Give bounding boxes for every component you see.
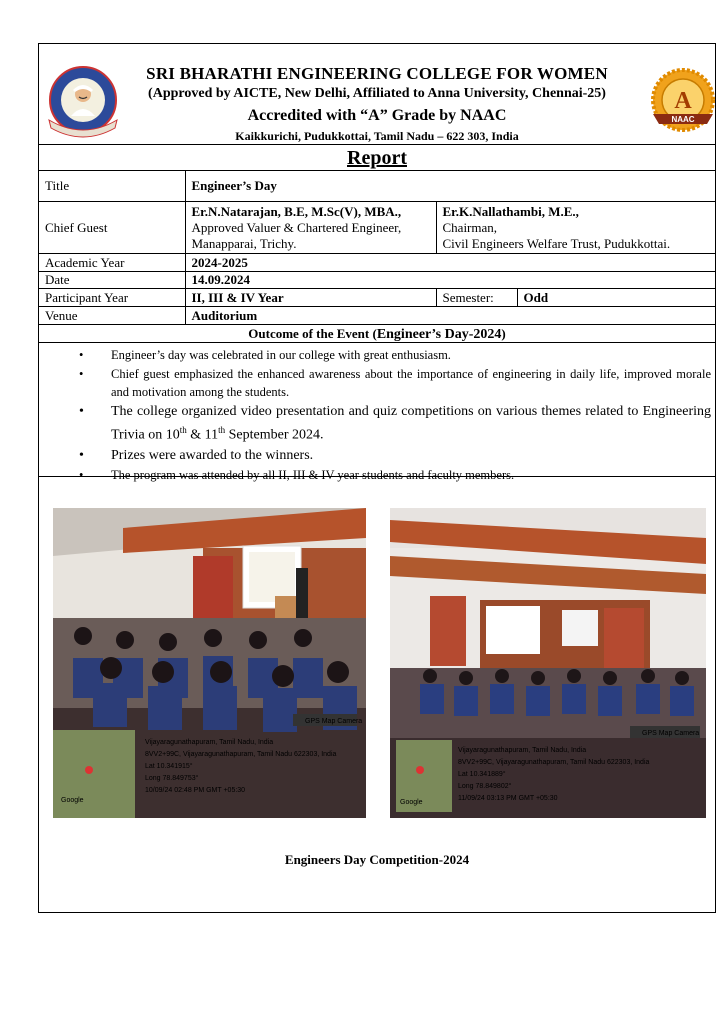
venue-label: Venue [39, 307, 185, 325]
chief-guest-2 [436, 202, 715, 254]
list-item: • The program was attended by all II, III & IV year students and faculty members. [97, 466, 711, 484]
date-label: Date [39, 272, 185, 289]
event-photo-2 [390, 508, 706, 818]
naac-badge-letter: A [674, 88, 692, 114]
title-label: Title [39, 171, 185, 202]
table-row [39, 289, 715, 307]
gps-address-2: 8VV2+99C, Vijayaragunathapuram, Tamil Nadu 622303, India [458, 759, 650, 766]
participant-year-label: Participant Year [39, 289, 185, 307]
letterhead [39, 44, 715, 144]
map-brand-1: Google [61, 797, 84, 804]
outcome-heading-event: Engineer’s Day-2024 [376, 327, 502, 342]
date-value: 14.09.2024 [185, 272, 715, 289]
chief-guest-1 [185, 202, 436, 254]
map-brand-2: Google [400, 799, 423, 806]
gps-lat-1: Lat 10.341915° [145, 763, 193, 770]
gps-lat-2: Lat 10.341889° [458, 771, 506, 778]
gps-place-2: Vijayaragunathapuram, Tamil Nadu, India [458, 747, 587, 754]
outcome-list [97, 346, 711, 485]
event-details-table [39, 170, 715, 325]
table-row [39, 307, 715, 325]
gps-long-1: Long 78.849753° [145, 775, 199, 782]
accreditation-line: Accredited with “A” Grade by NAAC [247, 107, 507, 124]
guest1-designation: Approved Valuer & Chartered Engineer, [191, 219, 402, 235]
outcome-heading-prefix: Outcome of the Event ( [248, 326, 377, 341]
list-item: • The college organized video presentation and quiz competitions on various themes related to Engineering Trivia on 10th & 11th September 2024. [97, 402, 711, 445]
gps-address-1: 8VV2+99C, Vijayaragunathapuram, Tamil Nadu 622303, India [145, 751, 337, 758]
semester-value: Odd [517, 289, 715, 307]
list-item: • Engineer’s day was celebrated in our college with great enthusiasm. [97, 346, 711, 364]
academic-year-label: Academic Year [39, 254, 185, 272]
gps-time-1: 10/09/24 02:48 PM GMT +05:30 [145, 787, 246, 794]
list-item: • Prizes were awarded to the winners. [97, 446, 711, 465]
photo-caption: Engineers Day Competition-2024 [284, 852, 470, 867]
guest1-place: Manapparai, Trichy. [191, 235, 297, 251]
venue-value: Auditorium [185, 307, 715, 325]
divider [39, 476, 715, 477]
table-row [39, 202, 715, 254]
report-frame [38, 43, 716, 913]
address-line: Kaikkurichi, Pudukkottai, Tamil Nadu – 622 303, India [235, 129, 519, 143]
guest2-organisation: Civil Engineers Welfare Trust, Pudukkottai. [442, 235, 671, 251]
table-row [39, 272, 715, 289]
outcome-heading-suffix: ) [501, 326, 506, 341]
college-name: SRI BHARATHI ENGINEERING COLLEGE FOR WOMEN [146, 64, 608, 83]
report-title: Report [347, 147, 407, 169]
title-value: Engineer’s Day [185, 171, 715, 202]
gps-time-2: 11/09/24 03:13 PM GMT +05:30 [458, 795, 558, 802]
gps-app-label-2: GPS Map Camera [642, 730, 700, 737]
table-row [39, 254, 715, 272]
report-title-row [39, 144, 715, 171]
guest1-name: Er.N.Natarajan, B.E, M.Sc(V), MBA., [191, 203, 402, 219]
gps-app-label-1: GPS Map Camera [305, 718, 363, 725]
approval-line: (Approved by AICTE, New Delhi, Affiliated to Anna University, Chennai-25) [148, 86, 606, 101]
list-item: • Chief guest emphasized the enhanced awareness about the importance of engineering in daily life, improved morale and motivation among the students. [97, 365, 711, 401]
guest2-designation: Chairman, [442, 219, 498, 235]
gps-place-1: Vijayaragunathapuram, Tamil Nadu, India [145, 739, 274, 746]
event-photo-1 [53, 508, 366, 818]
table-row [39, 171, 715, 202]
gps-long-2: Long 78.849802° [458, 783, 512, 790]
naac-badge-text: NAAC [671, 115, 695, 124]
semester-label: Semester: [436, 289, 517, 307]
academic-year-value: 2024-2025 [185, 254, 715, 272]
naac-badge [647, 66, 719, 138]
participant-year-value: II, III & IV Year [185, 289, 436, 307]
outcome-heading [39, 325, 715, 343]
guest2-name: Er.K.Nallathambi, M.E., [442, 203, 579, 219]
chief-guest-label: Chief Guest [39, 202, 185, 254]
